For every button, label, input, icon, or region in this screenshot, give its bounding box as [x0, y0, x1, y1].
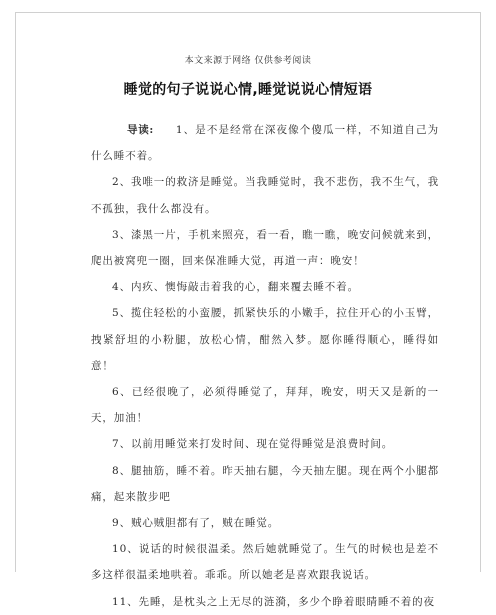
paragraph-3: 3、漆黑一片，手机来照亮，看一看，瞧一瞧，晚安问候就来到，爬出被窝兜一圈，回来保准睡大觉，再道一声：晚安！	[91, 228, 439, 268]
paragraph-2: 2、我唯一的救济是睡觉。当我睡觉时，我不悲伤，我不生气，我不孤独，我什么都没有。	[91, 176, 439, 215]
lead-label: 导读:	[127, 124, 154, 136]
paragraph-9: 9、贼心贼胆都有了，贼在睡觉。	[112, 517, 280, 530]
paragraph-6: 6、已经很晚了，必须得睡觉了，拜拜，晚安，明天又是新的一天，加油！	[91, 386, 439, 425]
source-note: 本文来源于网络 仅供参考阅读	[184, 56, 312, 66]
paragraph-10: 10、说话的时候很温柔。然后她就睡觉了。生气的时候也是差不多这样很温柔地哄着。乖乖。所以她老是喜欢跟我说话。	[91, 543, 439, 582]
paragraph-8: 8、腿抽筋，睡不着。昨天抽右腿，今天抽左腿。现在两个小腿都痛，起来散步吧	[91, 464, 439, 503]
paragraph-7: 7、以前用睡觉来打发时间、现在觉得睡觉是浪费时间。	[112, 438, 394, 451]
paragraph-5: 5、揽住轻松的小蛮腰，抓紧快乐的小嫩手，拉住开心的小玉臂，拽紧舒坦的小粉腿，放松心情，酣然入梦。愿你睡得顺心，睡得如意！	[91, 307, 439, 372]
paragraph-4: 4、内疚、懊悔敲击着我的心，翻来覆去睡不着。	[112, 281, 359, 294]
document-page	[15, 12, 481, 608]
paragraph-1	[91, 117, 439, 169]
document-title: 睡觉的句子说说心情,睡觉说说心情短语	[123, 82, 373, 98]
paragraph-11: 11、先睡，是枕头之上无尽的涟漪，多少个睁着眼睛睡不着的夜	[112, 595, 435, 608]
paragraph-text: 1、是不是经常在深夜像个傻瓜一样，不知道自己为什么睡不着。	[91, 124, 439, 163]
document-body	[91, 117, 439, 615]
